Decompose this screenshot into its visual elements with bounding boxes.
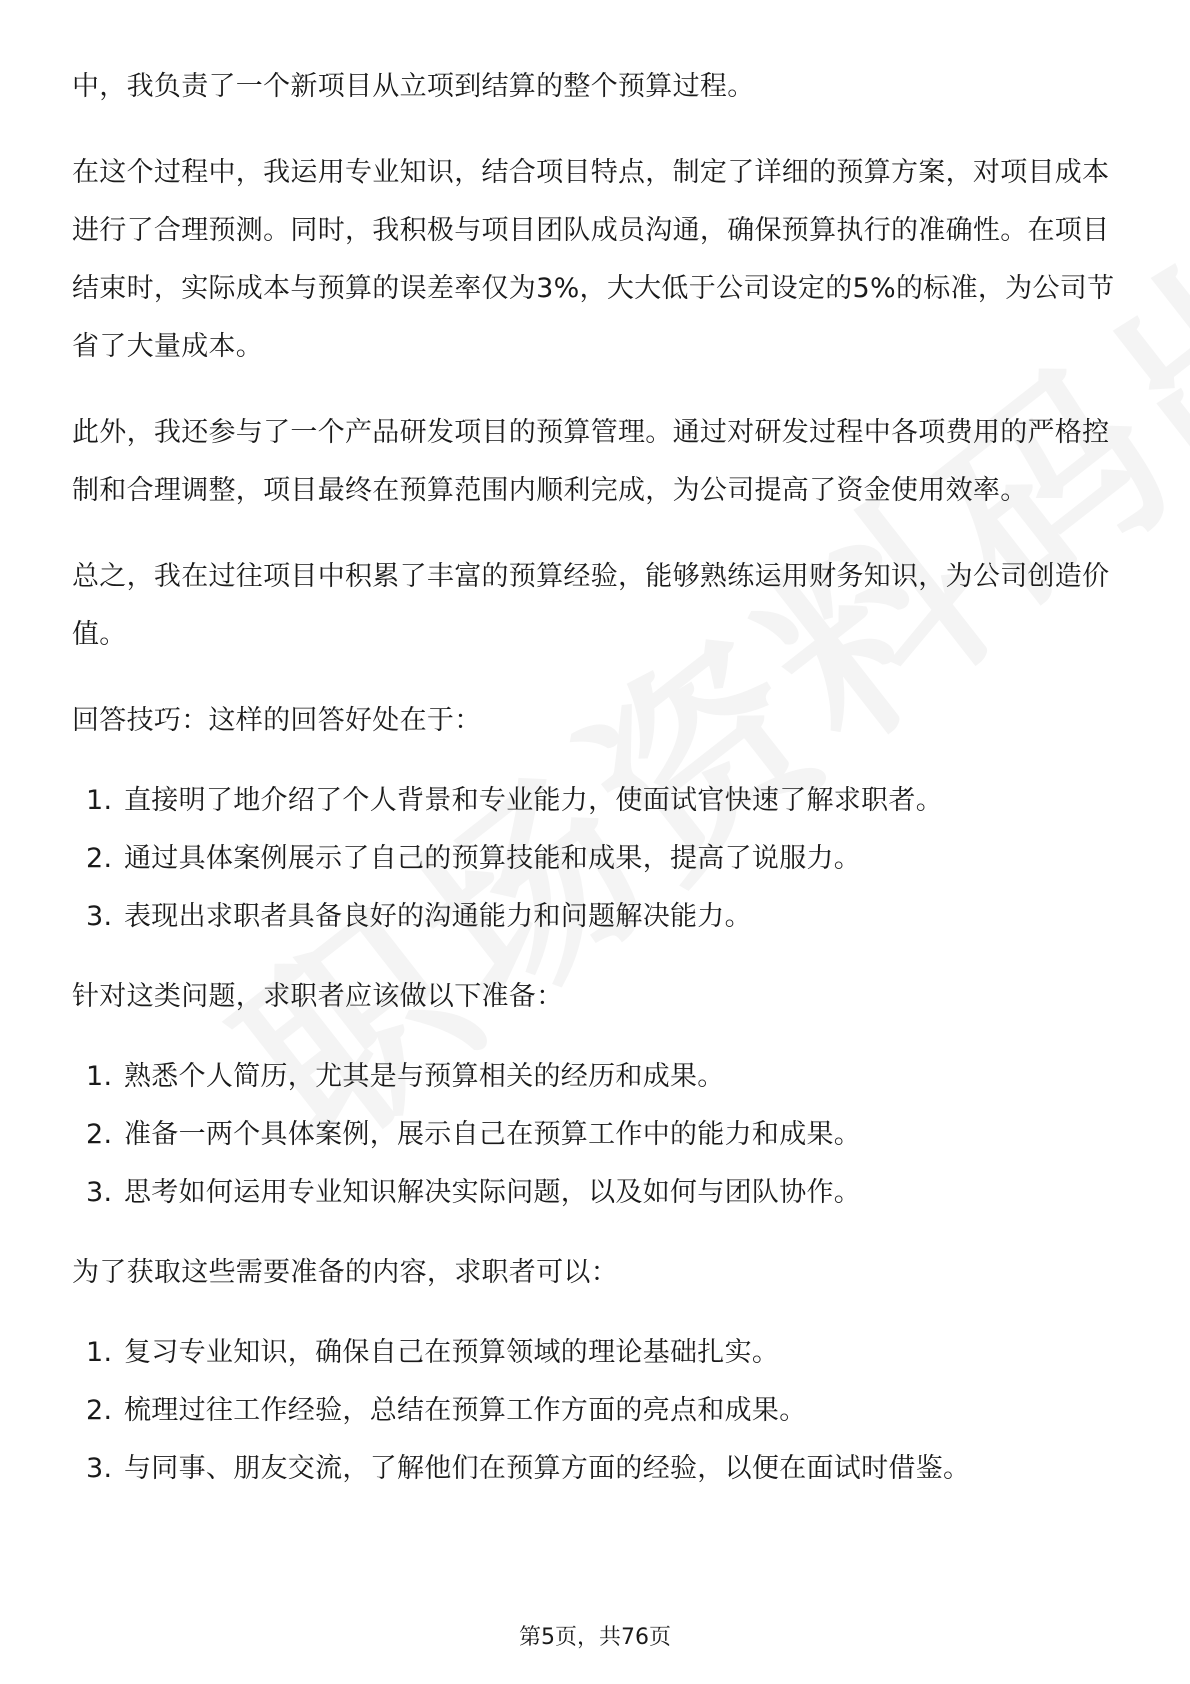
paragraph-summary: 总之，我在过往项目中积累了丰富的预算经验，能够熟练运用财务知识，为公司创造价值。 xyxy=(72,561,1110,650)
list-item-text: 复习专业知识，确保自己在预算领域的理论基础扎实。 xyxy=(124,1337,780,1368)
list-number: 2. xyxy=(86,1119,113,1150)
list-item-text: 直接明了地介绍了个人背景和专业能力，使面试官快速了解求职者。 xyxy=(124,785,943,816)
paragraph-continuation: 中，我负责了一个新项目从立项到结算的整个预算过程。 xyxy=(72,71,755,102)
list-number: 3. xyxy=(86,1177,113,1208)
list-number: 3. xyxy=(86,1453,113,1484)
list-number: 1. xyxy=(86,1061,113,1092)
list-item-text: 通过具体案例展示了自己的预算技能和成果，提高了说服力。 xyxy=(124,843,862,874)
page-number-footer: 第5页，共76页 xyxy=(519,1625,671,1650)
list-item-text: 熟悉个人简历，尤其是与预算相关的经历和成果。 xyxy=(124,1061,725,1092)
prep-list xyxy=(72,1048,1118,1222)
section-heading-prep: 针对这类问题，求职者应该做以下准备： xyxy=(72,981,564,1012)
list-item xyxy=(72,1324,1118,1382)
list-item xyxy=(72,1440,1118,1498)
list-item xyxy=(72,888,1118,946)
list-item-text: 思考如何运用专业知识解决实际问题，以及如何与团队协作。 xyxy=(124,1177,862,1208)
list-item-text: 表现出求职者具备良好的沟通能力和问题解决能力。 xyxy=(124,901,752,932)
list-item xyxy=(72,772,1118,830)
section-heading-obtain: 为了获取这些需要准备的内容，求职者可以： xyxy=(72,1257,618,1288)
paragraph-rd-project: 此外，我还参与了一个产品研发项目的预算管理。通过对研发过程中各项费用的严格控制和合理调整，项目最终在预算范围内顺利完成，为公司提高了资金使用效率。 xyxy=(72,417,1110,506)
list-item xyxy=(72,1106,1118,1164)
tips-list xyxy=(72,772,1118,946)
list-item xyxy=(72,1382,1118,1440)
section-heading-tips: 回答技巧：这样的回答好处在于： xyxy=(72,705,482,736)
list-number: 2. xyxy=(86,1395,113,1426)
page-content xyxy=(72,58,1118,1498)
list-item-text: 准备一两个具体案例，展示自己在预算工作中的能力和成果。 xyxy=(124,1119,862,1150)
obtain-list xyxy=(72,1324,1118,1498)
paragraph-budget-project: 在这个过程中，我运用专业知识，结合项目特点，制定了详细的预算方案，对项目成本进行了合理预测。同时，我积极与项目团队成员沟通，确保预算执行的准确性。在项目结束时，实际成本与预算的误差率仅为3%，大大低于公司设定的5%的标准，为公司节省了大量成本。 xyxy=(72,157,1115,362)
list-number: 3. xyxy=(86,901,113,932)
list-item-text: 梳理过往工作经验，总结在预算工作方面的亮点和成果。 xyxy=(124,1395,807,1426)
list-item xyxy=(72,1048,1118,1106)
list-item-text: 与同事、朋友交流，了解他们在预算方面的经验，以便在面试时借鉴。 xyxy=(124,1453,971,1484)
list-number: 1. xyxy=(86,1337,113,1368)
list-number: 1. xyxy=(86,785,113,816)
list-item xyxy=(72,830,1118,888)
list-number: 2. xyxy=(86,843,113,874)
list-item xyxy=(72,1164,1118,1222)
